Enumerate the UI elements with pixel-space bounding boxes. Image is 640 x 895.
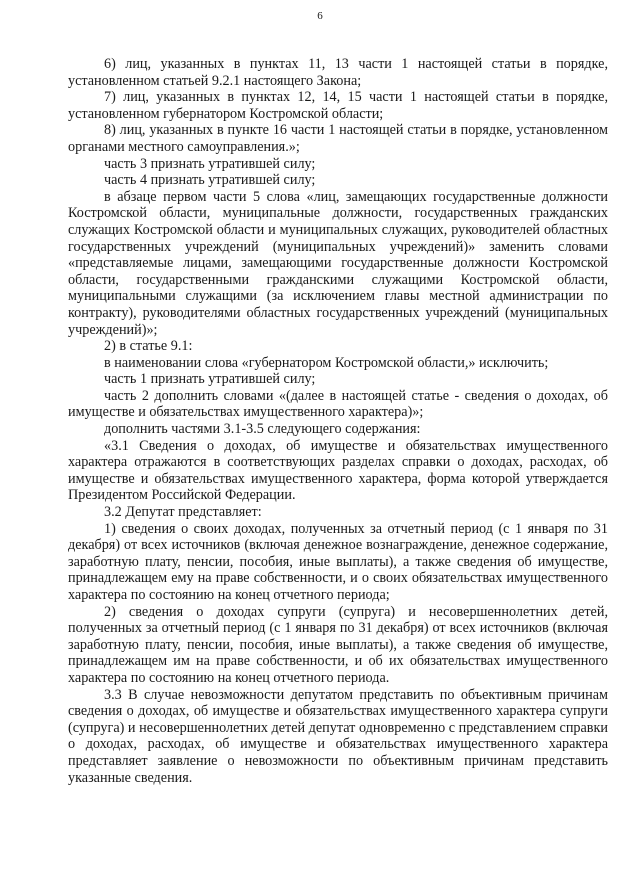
- paragraph-part-2: часть 2 дополнить словами «(далее в настоящей статье - сведения о доходах, об имуществе и обязательствах имущественного характера)»;: [68, 387, 608, 421]
- paragraph-3-2: 3.2 Депутат представляет:: [104, 504, 262, 521]
- paragraph-3-2-item-2: 2) сведения о доходах супруги (супруга) и несовершеннолетних детей, полученных за отчетный период (с 1 января по 31 декабря) от всех источников (включая заработную плату, пенсии, пособия, иные выплаты), а также сведения об имуществе, принадлежащем им на праве собственности, и об их обязательствах имущественного характера по состоянию на конец отчетного периода.: [68, 603, 608, 686]
- paragraph-part-3: часть 3 признать утратившей силу;: [104, 155, 316, 172]
- paragraph-add-parts: дополнить частями 3.1-3.5 следующего содержания:: [104, 421, 421, 438]
- paragraph-part-5-amendment: в абзаце первом части 5 слова «лиц, замещающих государственные должности Костромской области, муниципальные должности, государственных гражданских служащих Костромской области и муниципальных служащих, руководителей областных государственных учреждений (муниципальных учреждений)» заменить словами «представляемые лицами, замещающими государственные должности Костромской области, государственными гражданскими служащими Костромской области, муниципальными служащими (за исключением главы местной администрации по контракту), руководителями областных государственных учреждений (муниципальных учреждений)»;: [68, 188, 608, 338]
- page-number: 6: [317, 10, 323, 22]
- paragraph-part-4: часть 4 признать утратившей силу;: [104, 172, 316, 189]
- paragraph-article-9-1: 2) в статье 9.1:: [104, 338, 193, 355]
- paragraph-3-1: «3.1 Сведения о доходах, об имуществе и обязательствах имущественного характера отражаются в соответствующих разделах справки о доходах, расходах, об имуществе и обязательствах имущественного характера, форма которой утверждается Президентом Российской Федерации.: [68, 437, 608, 504]
- document-body: [68, 56, 608, 786]
- paragraph-item-6: 6) лиц, указанных в пунктах 11, 13 части 1 настоящей статьи в порядке, установленном статьей 9.2.1 настоящего Закона;: [68, 56, 608, 89]
- paragraph-item-8: 8) лиц, указанных в пункте 16 части 1 настоящей статьи в порядке, установленном органами местного самоуправления.»;: [68, 122, 608, 155]
- paragraph-title-amendment: в наименовании слова «губернатором Костромской области,» исключить;: [104, 354, 549, 371]
- paragraph-item-7: 7) лиц, указанных в пунктах 12, 14, 15 части 1 настоящей статьи в порядке, установленном губернатором Костромской области;: [68, 89, 608, 122]
- paragraph-3-3: 3.3 В случае невозможности депутатом представить по объективным причинам сведения о доходах, об имуществе и обязательствах имущественного характера супруги (супруга) и несовершеннолетних детей депутат одновременно с представлением справки о доходах, расходах, об имуществе и обязательствах имущественного характера представляет заявление о невозможности по объективным причинам представить указанные сведения.: [68, 686, 608, 786]
- paragraph-part-1: часть 1 признать утратившей силу;: [104, 371, 316, 388]
- paragraph-3-2-item-1: 1) сведения о своих доходах, полученных за отчетный период (с 1 января по 31 декабря) от всех источников (включая денежное вознаграждение, денежное содержание, заработную плату, пенсии, пособия, иные выплаты), а также сведения об имуществе, принадлежащем ему на праве собственности, и о своих обязательствах имущественного характера по состоянию на конец отчетного периода;: [68, 520, 608, 603]
